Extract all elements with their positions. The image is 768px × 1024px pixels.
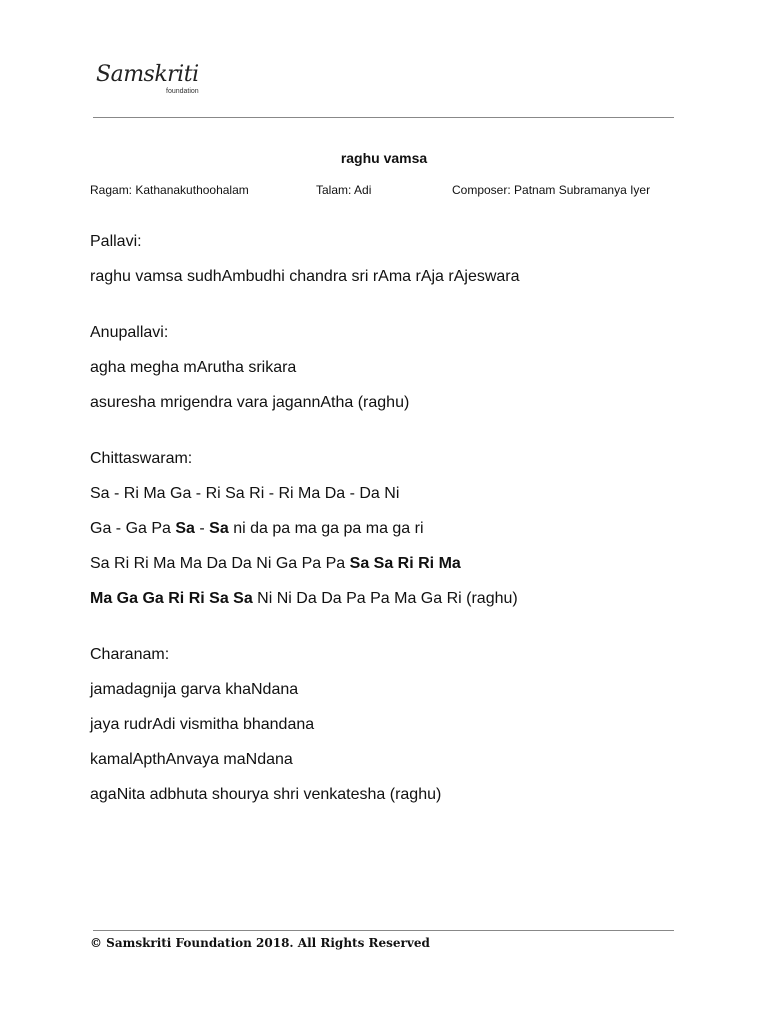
header-divider [93,117,674,118]
swara-bold-text: Sa [175,520,195,537]
charanam-heading: Charanam: [90,646,170,663]
charanam-line-3: kamalApthAnvaya maNdana [90,751,293,768]
chittaswaram-line-4 [90,590,518,608]
talam-label: Talam: Adi [316,183,372,197]
chittaswaram-heading: Chittaswaram: [90,450,193,467]
chittaswaram-line-1: Sa - Ri Ma Ga - Ri Sa Ri - Ri Ma Da - Da Ni [90,485,400,502]
swara-bold-text: Ma Ga Ga Ri Ri Sa Sa [90,590,253,607]
charanam-line-4: agaNita adbhuta shourya shri venkatesha (raghu) [90,786,442,803]
pallavi-heading: Pallavi: [90,233,142,250]
composer-label: Composer: Patnam Subramanya Iyer [452,183,651,197]
swara-bold-text: Sa Sa Ri Ri Ma [349,555,461,572]
swara-text: Sa Ri Ri Ma Ma Da Da Ni Ga Pa Pa [90,555,350,572]
song-title: raghu vamsa [340,150,428,166]
swara-text: Ga - Ga Pa [90,520,176,537]
footer-divider [93,930,674,931]
swara-text: ni da pa ma ga pa ma ga ri [228,520,424,537]
logo-subtext: foundation [166,88,199,95]
ragam-label: Ragam: Kathanakuthoohalam [90,183,249,197]
pallavi-line-1: raghu vamsa sudhAmbudhi chandra sri rAma rAja rAjeswara [90,268,520,285]
copyright-footer: © Samskriti Foundation 2018. All Rights Reserved [90,936,430,950]
chittaswaram-line-2 [90,520,424,538]
samskriti-logo [96,62,216,102]
logo-wordmark: Samskriti [96,62,199,87]
swara-bold-text: Sa [209,520,229,537]
chittaswaram-line-3 [90,555,461,573]
charanam-line-1: jamadagnija garva khaNdana [90,681,299,698]
charanam-line-2: jaya rudrAdi vismitha bhandana [90,716,315,733]
anupallavi-line-1: agha megha mArutha srikara [90,359,297,376]
swara-text: Ni Ni Da Da Pa Pa Ma Ga Ri (raghu) [252,590,518,607]
swara-text: - [194,520,210,537]
anupallavi-line-2: asuresha mrigendra vara jagannAtha (raghu) [90,394,410,411]
anupallavi-heading: Anupallavi: [90,324,169,341]
